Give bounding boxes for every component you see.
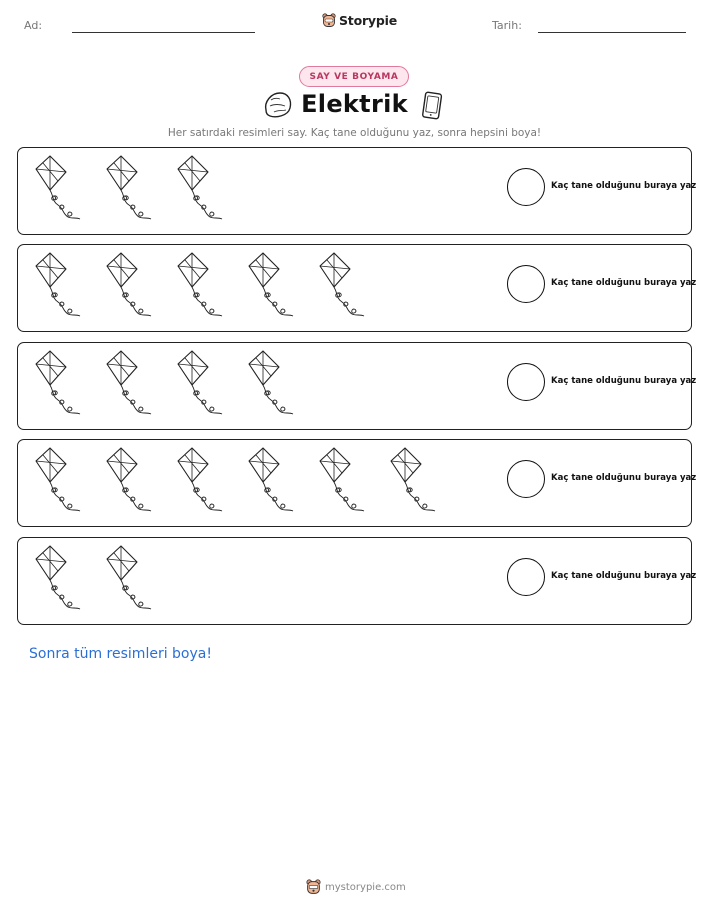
answer-label: Kaç tane olduğunu buraya yaz: [551, 571, 697, 581]
kite-icon: [99, 447, 157, 513]
kite-group: [28, 350, 299, 416]
kite-icon: [28, 350, 86, 416]
answer-circle[interactable]: [507, 265, 545, 303]
footer-site: mystorypie.com: [325, 881, 406, 893]
count-row-2: [17, 244, 697, 332]
kite-icon: [99, 155, 157, 221]
kite-icon: [241, 350, 299, 416]
kite-icon: [170, 447, 228, 513]
count-row-3: [17, 342, 697, 430]
kite-group: [28, 447, 441, 513]
kite-icon: [241, 252, 299, 318]
kite-icon: [383, 447, 441, 513]
answer-label: Kaç tane olduğunu buraya yaz: [551, 376, 697, 386]
kite-icon: [170, 252, 228, 318]
answer-circle[interactable]: [507, 168, 545, 206]
kite-icon: [99, 545, 157, 611]
kite-group: [28, 252, 370, 318]
date-label: Tarih:: [492, 19, 522, 32]
kite-group: [28, 155, 228, 221]
date-line[interactable]: [538, 32, 686, 33]
bear-mascot-icon: [322, 13, 336, 28]
kite-icon: [28, 252, 86, 318]
kite-icon: [170, 155, 228, 221]
kite-icon: [28, 155, 86, 221]
count-row-5: [17, 537, 697, 625]
tablet-icon: [419, 91, 445, 121]
name-line[interactable]: [72, 32, 255, 33]
answer-label: Kaç tane olduğunu buraya yaz: [551, 181, 697, 191]
brand-name: Storypie: [339, 13, 397, 28]
instructions: Her satırdaki resimleri say. Kaç tane olduğunu yaz, sonra hepsini boya!: [167, 127, 542, 139]
answer-label: Kaç tane olduğunu buraya yaz: [551, 278, 697, 288]
kite-icon: [99, 252, 157, 318]
closing-instruction: Sonra tüm resimleri boya!: [29, 646, 212, 662]
answer-circle[interactable]: [507, 558, 545, 596]
answer-circle[interactable]: [507, 363, 545, 401]
kite-icon: [312, 252, 370, 318]
name-label: Ad:: [24, 19, 43, 32]
kite-icon: [28, 545, 86, 611]
kite-icon: [99, 350, 157, 416]
count-row-1: [17, 147, 697, 235]
kite-group: [28, 545, 157, 611]
bear-mascot-icon: [306, 879, 321, 895]
kite-icon: [28, 447, 86, 513]
kite-icon: [170, 350, 228, 416]
storypie-logo: [322, 13, 397, 28]
answer-label: Kaç tane olduğunu buraya yaz: [551, 473, 697, 483]
answer-circle[interactable]: [507, 460, 545, 498]
activity-badge: SAY VE BOYAMA: [299, 66, 409, 87]
page-title: Elektrik: [301, 90, 408, 118]
footer-logo: [306, 879, 406, 895]
kite-icon: [312, 447, 370, 513]
count-row-4: [17, 439, 697, 527]
kite-icon: [241, 447, 299, 513]
